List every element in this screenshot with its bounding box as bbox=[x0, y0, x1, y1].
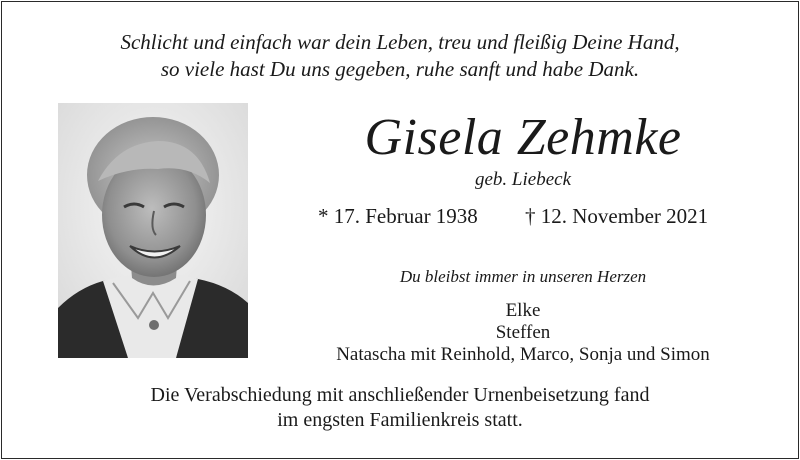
funeral-notice bbox=[0, 383, 800, 433]
birth-date: * 17. Februar 1938 bbox=[318, 204, 478, 228]
notice-line-1: Die Verabschiedung mit anschließender Urnenbeisetzung fand bbox=[150, 384, 650, 406]
death-date: † 12. November 2021 bbox=[525, 204, 709, 228]
mourners-list bbox=[300, 300, 746, 366]
memorial-motto: Du bleibst immer in unseren Herzen bbox=[399, 267, 647, 286]
portrait-photo bbox=[58, 103, 248, 358]
mourner-line: Steffen bbox=[495, 322, 551, 343]
maiden-name: geb. Liebeck bbox=[474, 169, 571, 190]
memorial-verse bbox=[0, 29, 800, 83]
mourner-line: Natascha mit Reinhold, Marco, Sonja und Simon bbox=[336, 344, 710, 365]
portrait-illustration bbox=[58, 103, 248, 358]
verse-line-1: Schlicht und einfach war dein Leben, treu und fleißig Deine Hand, bbox=[120, 30, 680, 54]
deceased-name: Gisela Zehmke bbox=[364, 109, 682, 166]
verse-line-2: so viele hast Du uns gegeben, ruhe sanft und habe Dank. bbox=[160, 57, 640, 81]
notice-line-2: im engsten Familienkreis statt. bbox=[277, 409, 523, 431]
mourner-line: Elke bbox=[505, 300, 541, 321]
